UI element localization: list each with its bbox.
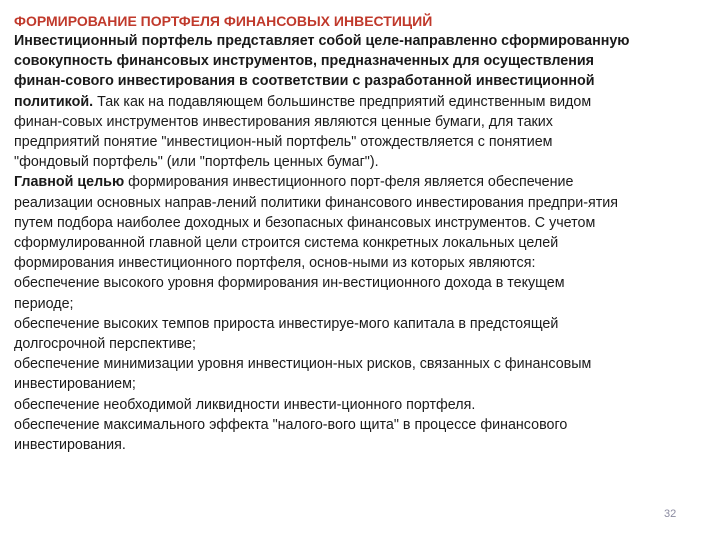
paragraph-line: "фондовый портфель" (или "портфель ценных бумаг"). [14,154,379,171]
goal-item-line: долгосрочной перспективе; [14,336,196,353]
paragraph-line: финан-совых инструментов инвестирования являются ценные бумаги, для таких [14,113,553,130]
goal-item-line: обеспечение высоких темпов прироста инвестируе-мого капитала в предстоящей [14,315,559,332]
paragraph-line: сформулированной главной цели строится система конкретных локальных целей [14,235,559,252]
goal-line [14,172,714,192]
page-number: 32 [664,508,677,520]
paragraph-line: реализации основных направ-лений политики финансового инвестирования предпри-ятия [14,194,619,211]
goal-item-line: обеспечение максимального эффекта "налого-вого щита" в процессе финансового [14,416,568,433]
paragraph-line: предприятий понятие "инвестицион-ный портфель" отождествляется с понятием [14,134,553,151]
definition-line [14,92,714,112]
paragraph-line: формирования инвестиционного портфеля, основ-ными из которых являются: [14,255,536,272]
goal-text: формирования инвестиционного порт-феля является обеспечение [124,174,574,191]
goal-item-line: обеспечение высокого уровня формирования ин-вестиционного дохода в текущем [14,275,565,292]
definition-bold-end: политикой. [14,93,94,110]
definition-line: Инвестиционный портфель представляет собой целе-направленно сформированную [14,33,630,49]
definition-line: финан-сового инвестирования в соответствии с разработанной инвестиционной [14,73,595,90]
slide-title: ФОРМИРОВАНИЕ ПОРТФЕЛЯ ФИНАНСОВЫХ ИНВЕСТИЦИЙ [14,13,433,29]
slide-content [14,11,714,455]
goal-item-line: инвестированием; [14,376,136,393]
goal-item-line: обеспечение минимизации уровня инвестицион-ных рисков, связанных с финансовым [14,356,592,373]
definition-line: совокупность финансовых инструментов, предназначенных для осуществления [14,53,594,70]
goal-item-line: инвестирования. [14,437,126,454]
definition-continuation: Так как на подавляющем большинстве предприятий единственным видом [93,93,592,110]
goal-item-line: периоде; [14,295,74,312]
goal-item-line: обеспечение необходимой ликвидности инвести-ционного портфеля. [14,396,476,413]
paragraph-line: путем подбора наиболее доходных и безопасных финансовых инструментов. С учетом [14,214,596,231]
main-goal-label: Главной целью [14,174,125,191]
